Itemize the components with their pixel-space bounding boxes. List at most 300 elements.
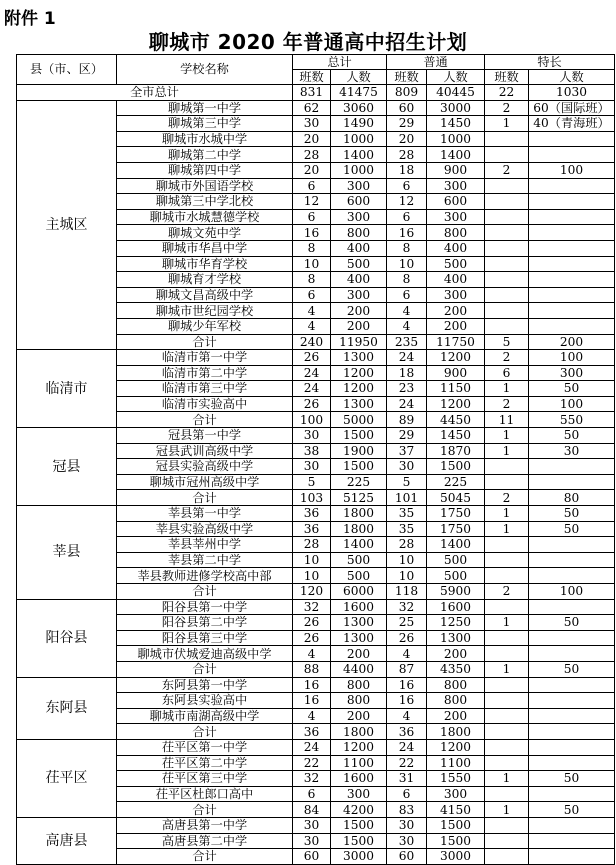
value-cell: 4 — [293, 318, 331, 334]
school-name-cell: 茌平区第二中学 — [117, 755, 293, 771]
value-cell: 16 — [387, 693, 427, 709]
value-cell: 1800 — [331, 506, 387, 522]
value-cell: 1500 — [331, 459, 387, 475]
value-cell — [485, 677, 529, 693]
school-name-cell: 聊城第三中学北校 — [117, 194, 293, 210]
value-cell: 400 — [331, 240, 387, 256]
value-cell: 10 — [293, 568, 331, 584]
value-cell: 26 — [293, 630, 331, 646]
county-cell: 东阿县 — [17, 677, 117, 739]
value-cell: 500 — [331, 552, 387, 568]
value-cell: 1 — [485, 381, 529, 397]
value-cell — [485, 630, 529, 646]
value-cell: 1300 — [427, 630, 485, 646]
school-name-cell: 茌平区第一中学 — [117, 739, 293, 755]
value-cell: 6 — [293, 786, 331, 802]
subtotal-label: 合计 — [117, 412, 293, 428]
value-cell: 1800 — [331, 521, 387, 537]
header-total-people: 人数 — [331, 70, 387, 85]
value-cell: 6 — [387, 786, 427, 802]
value-cell — [485, 194, 529, 210]
value-cell — [485, 318, 529, 334]
value-cell: 1200 — [427, 396, 485, 412]
value-cell: 300 — [529, 365, 615, 381]
value-cell — [529, 708, 615, 724]
value-cell — [529, 646, 615, 662]
value-cell: 12 — [293, 194, 331, 210]
value-cell: 36 — [293, 521, 331, 537]
value-cell: 300 — [427, 786, 485, 802]
value-cell — [529, 287, 615, 303]
city-total-cell: 40445 — [427, 85, 485, 101]
value-cell: 1200 — [427, 739, 485, 755]
city-total-label: 全市总计 — [17, 85, 293, 101]
value-cell: 4450 — [427, 412, 485, 428]
subtotal-label: 合计 — [117, 724, 293, 740]
value-cell: 36 — [387, 724, 427, 740]
school-name-cell: 临清市实验高中 — [117, 396, 293, 412]
value-cell — [529, 474, 615, 490]
school-name-cell: 茌平区第三中学 — [117, 771, 293, 787]
value-cell: 6 — [387, 178, 427, 194]
value-cell: 11750 — [427, 334, 485, 350]
value-cell: 4 — [293, 708, 331, 724]
value-cell: 10 — [387, 256, 427, 272]
value-cell: 1400 — [331, 537, 387, 553]
city-total-cell: 809 — [387, 85, 427, 101]
value-cell: 500 — [427, 256, 485, 272]
value-cell: 16 — [293, 225, 331, 241]
value-cell: 24 — [387, 396, 427, 412]
school-name-cell: 冠县实验高级中学 — [117, 459, 293, 475]
value-cell: 26 — [293, 396, 331, 412]
value-cell: 1 — [485, 661, 529, 677]
value-cell: 101 — [387, 490, 427, 506]
value-cell — [529, 537, 615, 553]
value-cell — [529, 194, 615, 210]
value-cell — [485, 599, 529, 615]
value-cell: 300 — [427, 209, 485, 225]
value-cell — [529, 833, 615, 849]
value-cell — [485, 131, 529, 147]
value-cell: 50 — [529, 506, 615, 522]
enrollment-plan-table — [16, 54, 615, 865]
value-cell: 200 — [427, 318, 485, 334]
value-cell — [485, 287, 529, 303]
value-cell — [485, 240, 529, 256]
subtotal-label: 合计 — [117, 802, 293, 818]
table-row — [17, 739, 615, 755]
school-name-cell: 聊城第四中学 — [117, 162, 293, 178]
value-cell: 28 — [387, 147, 427, 163]
value-cell: 225 — [427, 474, 485, 490]
header-county: 县（市、区） — [17, 55, 117, 85]
value-cell: 6 — [293, 287, 331, 303]
value-cell — [485, 209, 529, 225]
value-cell — [485, 178, 529, 194]
value-cell: 4150 — [427, 802, 485, 818]
school-name-cell: 聊城市水城中学 — [117, 131, 293, 147]
value-cell — [485, 256, 529, 272]
school-name-cell: 聊城市世纪园学校 — [117, 303, 293, 319]
school-name-cell: 高唐县第二中学 — [117, 833, 293, 849]
value-cell: 26 — [387, 630, 427, 646]
value-cell: 30 — [293, 459, 331, 475]
value-cell: 100 — [529, 350, 615, 366]
value-cell — [529, 739, 615, 755]
school-name-cell: 阳谷县第三中学 — [117, 630, 293, 646]
value-cell: 1300 — [331, 615, 387, 631]
value-cell: 87 — [387, 661, 427, 677]
value-cell — [485, 646, 529, 662]
value-cell: 900 — [427, 365, 485, 381]
value-cell: 60 — [293, 849, 331, 865]
value-cell: 16 — [293, 693, 331, 709]
county-cell: 阳谷县 — [17, 599, 117, 677]
value-cell: 50 — [529, 802, 615, 818]
value-cell: 1600 — [427, 599, 485, 615]
header-row-1 — [17, 55, 615, 70]
value-cell: 30 — [293, 428, 331, 444]
school-name-cell: 莘县莘州中学 — [117, 537, 293, 553]
value-cell: 60 — [387, 849, 427, 865]
value-cell: 5000 — [331, 412, 387, 428]
school-name-cell: 聊城市南湖高级中学 — [117, 708, 293, 724]
value-cell: 2 — [485, 350, 529, 366]
value-cell: 1500 — [427, 833, 485, 849]
value-cell: 1450 — [427, 116, 485, 132]
table-row — [17, 428, 615, 444]
value-cell: 1900 — [331, 443, 387, 459]
value-cell: 1 — [485, 116, 529, 132]
value-cell: 28 — [293, 147, 331, 163]
value-cell: 1200 — [331, 365, 387, 381]
city-total-cell: 1030 — [529, 85, 615, 101]
value-cell: 2 — [485, 490, 529, 506]
header-total-classes: 班数 — [293, 70, 331, 85]
value-cell: 1870 — [427, 443, 485, 459]
value-cell: 84 — [293, 802, 331, 818]
value-cell: 1 — [485, 506, 529, 522]
value-cell: 4200 — [331, 802, 387, 818]
county-cell: 主城区 — [17, 100, 117, 350]
value-cell — [485, 739, 529, 755]
value-cell: 5 — [293, 474, 331, 490]
header-school: 学校名称 — [117, 55, 293, 85]
school-name-cell: 聊城文苑中学 — [117, 225, 293, 241]
value-cell: 120 — [293, 584, 331, 600]
value-cell: 1450 — [427, 428, 485, 444]
city-total-row — [17, 85, 615, 101]
school-name-cell: 临清市第三中学 — [117, 381, 293, 397]
school-name-cell: 聊城第一中学 — [117, 100, 293, 116]
school-name-cell: 聊城市水城慧德学校 — [117, 209, 293, 225]
value-cell: 32 — [293, 771, 331, 787]
value-cell: 500 — [427, 568, 485, 584]
value-cell — [529, 178, 615, 194]
value-cell — [485, 786, 529, 802]
value-cell: 200 — [331, 303, 387, 319]
value-cell: 22 — [387, 755, 427, 771]
value-cell: 800 — [427, 677, 485, 693]
value-cell: 100 — [529, 396, 615, 412]
value-cell: 11950 — [331, 334, 387, 350]
table-row — [17, 350, 615, 366]
value-cell — [485, 568, 529, 584]
school-name-cell: 莘县实验高级中学 — [117, 521, 293, 537]
value-cell: 36 — [293, 506, 331, 522]
value-cell: 18 — [387, 365, 427, 381]
value-cell: 24 — [387, 350, 427, 366]
value-cell — [485, 225, 529, 241]
value-cell: 29 — [387, 428, 427, 444]
header-special: 特长 — [485, 55, 615, 70]
value-cell: 103 — [293, 490, 331, 506]
value-cell: 200 — [331, 318, 387, 334]
value-cell — [529, 817, 615, 833]
value-cell — [485, 272, 529, 288]
value-cell: 225 — [331, 474, 387, 490]
value-cell — [485, 755, 529, 771]
value-cell: 5 — [387, 474, 427, 490]
city-total-cell: 831 — [293, 85, 331, 101]
value-cell: 1490 — [331, 116, 387, 132]
value-cell: 300 — [331, 209, 387, 225]
value-cell — [485, 817, 529, 833]
value-cell: 8 — [387, 272, 427, 288]
value-cell: 550 — [529, 412, 615, 428]
value-cell: 1200 — [331, 381, 387, 397]
value-cell: 37 — [387, 443, 427, 459]
value-cell: 1550 — [427, 771, 485, 787]
value-cell: 4 — [293, 646, 331, 662]
value-cell: 1750 — [427, 506, 485, 522]
value-cell: 5045 — [427, 490, 485, 506]
attachment-label: 附件 1 — [4, 9, 56, 29]
value-cell: 5125 — [331, 490, 387, 506]
value-cell: 12 — [387, 194, 427, 210]
value-cell — [529, 693, 615, 709]
value-cell — [529, 318, 615, 334]
value-cell: 1500 — [331, 817, 387, 833]
value-cell — [485, 724, 529, 740]
value-cell: 1 — [485, 428, 529, 444]
value-cell: 4 — [387, 303, 427, 319]
table-row — [17, 506, 615, 522]
value-cell: 24 — [293, 739, 331, 755]
school-name-cell: 阳谷县第一中学 — [117, 599, 293, 615]
value-cell: 900 — [427, 162, 485, 178]
value-cell: 3000 — [331, 849, 387, 865]
value-cell: 6 — [387, 209, 427, 225]
value-cell: 20 — [293, 131, 331, 147]
value-cell — [529, 240, 615, 256]
value-cell: 30 — [387, 459, 427, 475]
value-cell: 6000 — [331, 584, 387, 600]
value-cell: 100 — [293, 412, 331, 428]
value-cell — [529, 303, 615, 319]
value-cell: 1100 — [331, 755, 387, 771]
value-cell — [485, 474, 529, 490]
value-cell: 8 — [293, 272, 331, 288]
value-cell: 35 — [387, 506, 427, 522]
value-cell: 2 — [485, 100, 529, 116]
value-cell: 26 — [293, 350, 331, 366]
school-name-cell: 东阿县实验高中 — [117, 693, 293, 709]
value-cell: 6 — [293, 178, 331, 194]
school-name-cell: 阳谷县第二中学 — [117, 615, 293, 631]
value-cell: 50 — [529, 771, 615, 787]
value-cell: 4350 — [427, 661, 485, 677]
value-cell — [529, 630, 615, 646]
value-cell: 4400 — [331, 661, 387, 677]
school-name-cell: 茌平区杜郎口高中 — [117, 786, 293, 802]
county-cell: 临清市 — [17, 350, 117, 428]
table-row — [17, 677, 615, 693]
subtotal-label: 合计 — [117, 849, 293, 865]
value-cell: 800 — [331, 677, 387, 693]
value-cell — [529, 225, 615, 241]
value-cell: 500 — [331, 568, 387, 584]
school-name-cell: 聊城市伏城爱迪高级中学 — [117, 646, 293, 662]
value-cell — [529, 209, 615, 225]
value-cell: 50 — [529, 661, 615, 677]
value-cell: 400 — [427, 240, 485, 256]
value-cell: 6 — [387, 287, 427, 303]
value-cell: 1000 — [427, 131, 485, 147]
value-cell: 100 — [529, 584, 615, 600]
value-cell: 83 — [387, 802, 427, 818]
value-cell: 1150 — [427, 381, 485, 397]
value-cell: 1600 — [331, 771, 387, 787]
school-name-cell: 莘县教师进修学校高中部 — [117, 568, 293, 584]
value-cell: 30 — [529, 443, 615, 459]
school-name-cell: 聊城少年军校 — [117, 318, 293, 334]
value-cell: 1 — [485, 771, 529, 787]
value-cell: 10 — [293, 256, 331, 272]
value-cell: 18 — [387, 162, 427, 178]
school-name-cell: 聊城市华育学校 — [117, 256, 293, 272]
value-cell: 1 — [485, 443, 529, 459]
value-cell: 24 — [387, 739, 427, 755]
value-cell: 24 — [293, 365, 331, 381]
value-cell: 5 — [485, 334, 529, 350]
value-cell: 1300 — [331, 630, 387, 646]
subtotal-label: 合计 — [117, 661, 293, 677]
value-cell: 1 — [485, 802, 529, 818]
value-cell: 6 — [293, 209, 331, 225]
value-cell: 240 — [293, 334, 331, 350]
value-cell: 800 — [331, 225, 387, 241]
value-cell: 4 — [387, 318, 427, 334]
value-cell — [529, 849, 615, 865]
value-cell: 6 — [485, 365, 529, 381]
city-total-cell: 41475 — [331, 85, 387, 101]
value-cell: 50 — [529, 615, 615, 631]
value-cell: 1 — [485, 521, 529, 537]
value-cell: 60（国际班） — [529, 100, 615, 116]
value-cell: 20 — [293, 162, 331, 178]
value-cell: 500 — [331, 256, 387, 272]
value-cell: 5900 — [427, 584, 485, 600]
value-cell: 1800 — [427, 724, 485, 740]
value-cell: 16 — [293, 677, 331, 693]
value-cell: 1000 — [331, 131, 387, 147]
value-cell: 29 — [387, 116, 427, 132]
value-cell: 1400 — [427, 147, 485, 163]
value-cell — [529, 256, 615, 272]
subtotal-label: 合计 — [117, 584, 293, 600]
value-cell — [485, 459, 529, 475]
school-name-cell: 聊城市外国语学校 — [117, 178, 293, 194]
value-cell — [529, 459, 615, 475]
value-cell: 10 — [293, 552, 331, 568]
value-cell — [485, 552, 529, 568]
page-title: 聊城市 2020 年普通高中招生计划 — [148, 30, 468, 54]
value-cell: 1250 — [427, 615, 485, 631]
value-cell — [529, 724, 615, 740]
value-cell: 200 — [331, 646, 387, 662]
value-cell: 40（青海班） — [529, 116, 615, 132]
school-name-cell: 东阿县第一中学 — [117, 677, 293, 693]
value-cell — [529, 568, 615, 584]
value-cell: 16 — [387, 225, 427, 241]
value-cell — [529, 677, 615, 693]
value-cell: 30 — [293, 116, 331, 132]
school-name-cell: 聊城第三中学 — [117, 116, 293, 132]
header-general-classes: 班数 — [387, 70, 427, 85]
value-cell: 22 — [293, 755, 331, 771]
value-cell — [529, 755, 615, 771]
value-cell: 600 — [331, 194, 387, 210]
value-cell: 11 — [485, 412, 529, 428]
value-cell — [485, 303, 529, 319]
value-cell: 300 — [331, 178, 387, 194]
value-cell: 4 — [387, 646, 427, 662]
value-cell: 35 — [387, 521, 427, 537]
school-name-cell: 聊城第二中学 — [117, 147, 293, 163]
value-cell: 32 — [387, 599, 427, 615]
school-name-cell: 聊城育才学校 — [117, 272, 293, 288]
value-cell: 200 — [529, 334, 615, 350]
value-cell — [485, 708, 529, 724]
city-total-cell: 22 — [485, 85, 529, 101]
value-cell: 30 — [387, 817, 427, 833]
value-cell: 4 — [293, 303, 331, 319]
value-cell: 200 — [427, 708, 485, 724]
value-cell: 1500 — [427, 817, 485, 833]
school-name-cell: 冠县武训高级中学 — [117, 443, 293, 459]
value-cell: 1300 — [331, 350, 387, 366]
value-cell: 89 — [387, 412, 427, 428]
value-cell: 2 — [485, 162, 529, 178]
value-cell: 3000 — [427, 849, 485, 865]
value-cell: 24 — [293, 381, 331, 397]
value-cell: 62 — [293, 100, 331, 116]
value-cell: 10 — [387, 568, 427, 584]
value-cell: 36 — [293, 724, 331, 740]
value-cell: 300 — [331, 786, 387, 802]
value-cell: 50 — [529, 381, 615, 397]
value-cell: 800 — [427, 693, 485, 709]
value-cell: 1 — [485, 615, 529, 631]
value-cell: 30 — [293, 833, 331, 849]
value-cell — [529, 272, 615, 288]
value-cell: 3060 — [331, 100, 387, 116]
county-cell: 莘县 — [17, 506, 117, 600]
value-cell: 30 — [293, 817, 331, 833]
value-cell: 23 — [387, 381, 427, 397]
